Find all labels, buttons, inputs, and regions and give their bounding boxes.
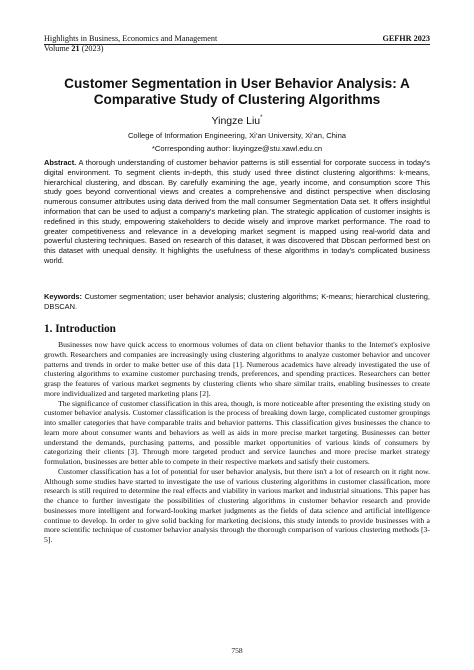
paragraph: Customer classification has a lot of potential for user behavior analysis, but there isn't a lot of research on it right now. Although some studies have started to investigate the use of various clustering algorithms in customer classification, more research is still required to determine the real effects and viability in various market and industrial situations. This paper has the chance to further investigate the possibilities of clustering algorithms in customer behavior research and provide businesses more intelligent and forward-looking market judgments as the fields of data science and artificial intelligence continue to develop. In order to give solid backing for marketing decisions, this study intends to provide businesses with a more scientific technique of customer behavior analysis through the thorough comparison of various clustering methods [3-5]. bbox=[44, 466, 430, 544]
author-line bbox=[44, 115, 430, 127]
abstract-label: Abstract. bbox=[44, 158, 77, 167]
affiliation: College of Information Engineering, Xi’an University, Xi’an, China bbox=[127, 131, 347, 140]
paragraph: The significance of customer classification in this area, though, is more noticeable after presenting the existing study on customer behavior analysis. Customer classification is the process of breaking down large, complicated customer groupings into smaller categories that have comparable traits and behavior patterns. This classification gives businesses the chance to learn more about consumer wants and behaviors as well as aids in more precise market targeting. Businesses can better understand the demands, purchasing patterns, and possible market opportunities of various kinds of consumers by categorizing their clients [3]. Through more targeted product and service launches and more precise market strategy formulation, businesses are better able to compete in their respective markets and satisfy their customers. bbox=[44, 398, 430, 466]
abstract-text: A thorough understanding of customer behavior patterns is still essential for corporate success in today's digital environment. To segment clients in-depth, this study used three distinct clustering algorithms: k-means, hierarchical clustering, and dbscan. By carefully examining the age, yearly income, and consumption score This study goes beyond conventional views and creates a comprehensive and distinct perspective when disclosing numerous consumer attributes using data derived from the mall consumer Segmentation Data set. It offers insightful information that can be used to adjust a company's marketing plan. The strategic application of customer insights is redefined in this study, empowering stakeholders to decide wisely and improve market performance. The road to greater competitiveness and relevance in a developing market segment is mapped using real-world data and powerful clustering techniques. Based on research of this dataset, it was discovered that Dbscan performed best on this dataset with unequal density. It highlights the usefulness of these algorithms in today's complicated business world. bbox=[44, 158, 430, 265]
header-rule bbox=[44, 44, 430, 45]
page-number: 758 bbox=[231, 646, 243, 655]
volume-number: 21 bbox=[71, 44, 80, 53]
journal-name: Highlights in Business, Economics and Management bbox=[44, 34, 218, 43]
keywords bbox=[44, 292, 430, 312]
body-text bbox=[44, 340, 430, 545]
conference-abbrev: GEFHR 2023 bbox=[382, 34, 430, 43]
keywords-label: Keywords: bbox=[44, 292, 83, 301]
author-mark: * bbox=[260, 115, 263, 121]
corresponding-email: *Corresponding author: liuyingze@stu.xawl.edu.cn bbox=[151, 144, 323, 153]
abstract bbox=[44, 158, 430, 266]
paragraph: Businesses now have quick access to enormous volumes of data on client behavior thanks to the Internet's explosive growth. Researchers and companies are increasingly using clustering algorithms to analyze customer behavior and uncover patterns and trends in order to make better use of this data [1]. Numerous academics have already investigated the use of clustering algorithms to examine customer purchasing trends, preferences, and spending practices. Researchers can better grasp the features of various market segments by clustering clients who share similar traits, enabling businesses to create more individualized and targeted marketing plans [2]. bbox=[44, 340, 430, 398]
volume-info bbox=[44, 44, 103, 54]
section-heading: 1. Introduction bbox=[44, 323, 116, 335]
author-name: Yingze Liu bbox=[211, 115, 261, 127]
volume-prefix: Volume bbox=[44, 44, 72, 53]
volume-year: (2023) bbox=[79, 44, 104, 53]
keywords-text: Customer segmentation; user behavior analysis; clustering algorithms; K-means; hierarchical clustering, DBSCAN. bbox=[44, 292, 430, 311]
paper-title: Customer Segmentation in User Behavior Analysis: A Comparative Study of Clustering Algorithms bbox=[64, 76, 410, 107]
